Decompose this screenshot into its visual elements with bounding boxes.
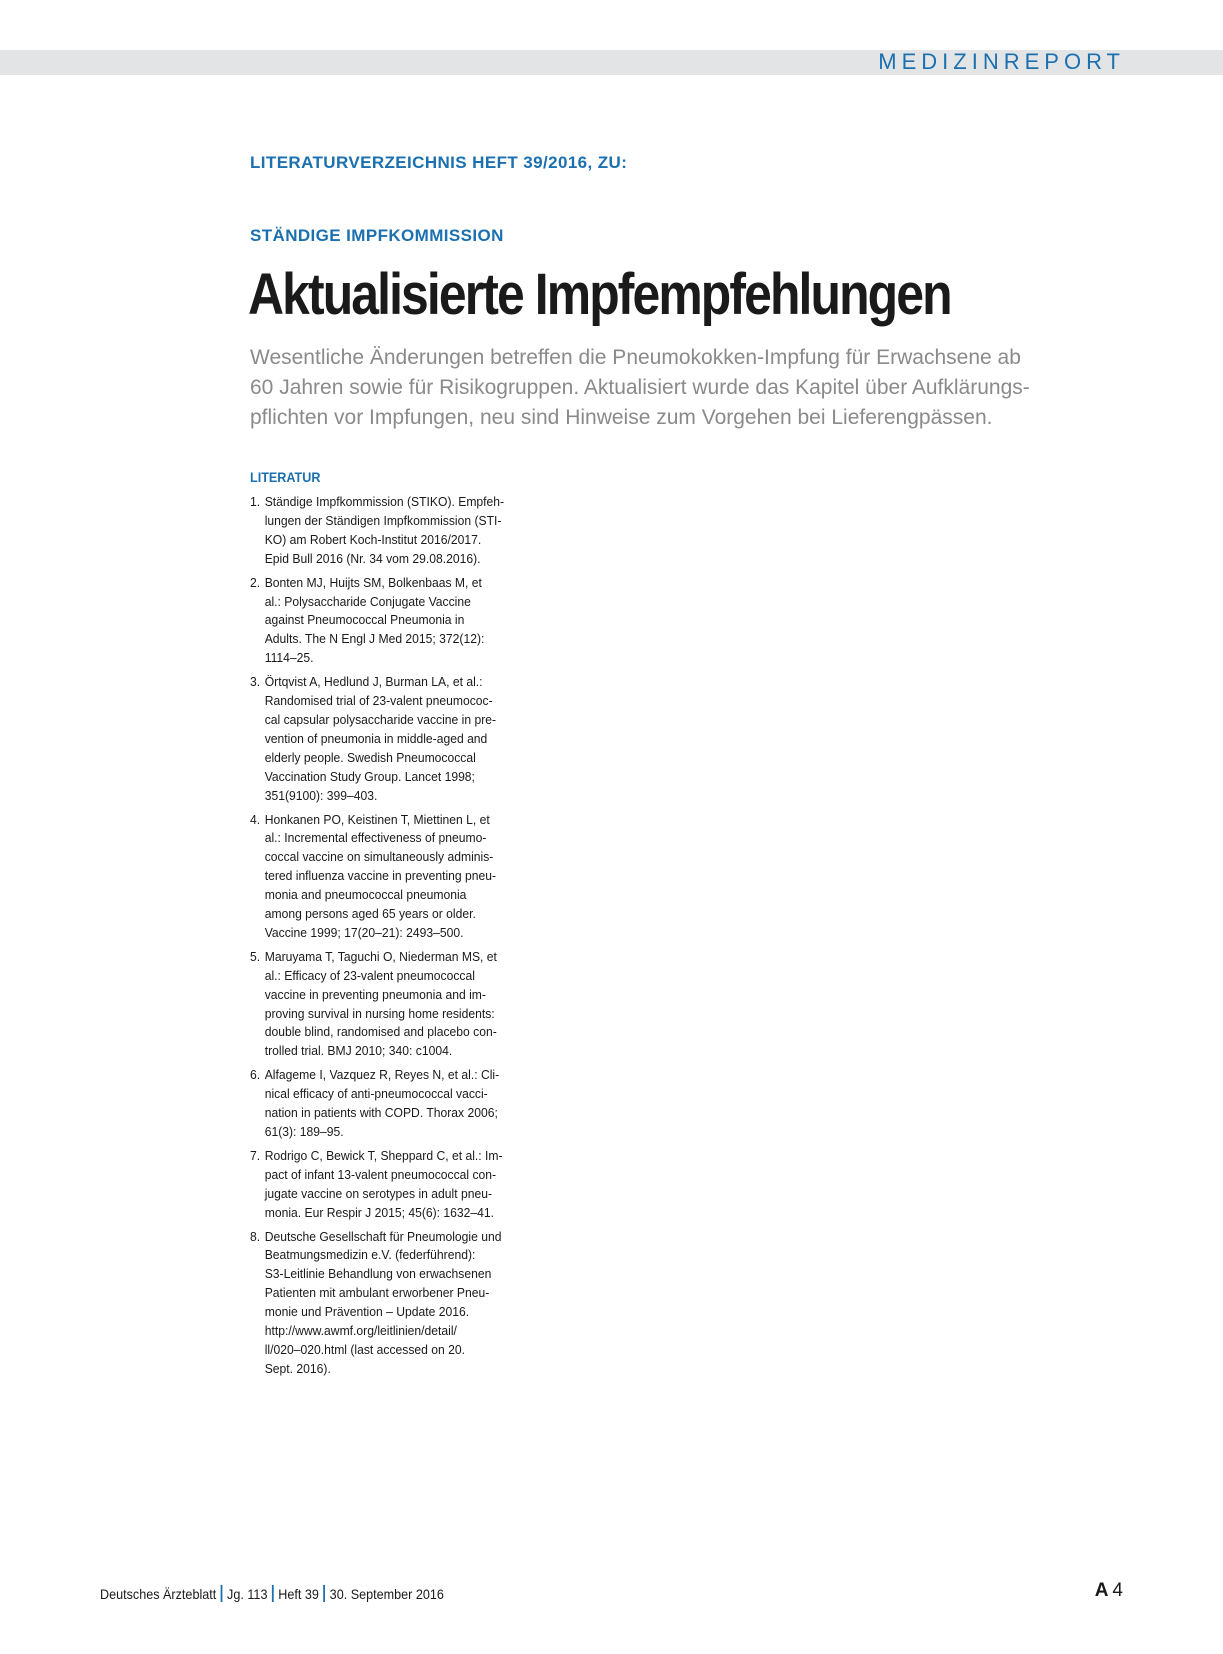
reference-line: al.: Polysaccharide Conjugate Vaccine [264, 593, 471, 609]
reference-line: jugate vaccine on serotypes in adult pneu- [264, 1185, 493, 1201]
reference-line: Honkanen PO, Keistinen T, Miettinen L, et [264, 811, 490, 827]
reference-line: nation in patients with COPD. Thorax 2006; [264, 1105, 498, 1121]
reference-line: al.: Efficacy of 23-valent pneumococcal [264, 967, 475, 983]
reference-number: 7. [250, 1147, 261, 1163]
reference-line: Örtqvist A, Hedlund J, Burman LA, et al.: [264, 674, 483, 690]
literature-heading: LITERATUR [250, 469, 321, 485]
reference-line: Alfageme I, Vazquez R, Reyes N, et al.: Cli- [264, 1067, 500, 1083]
reference-line: against Pneumococcal Pneumonia in [264, 612, 465, 628]
reference-item [250, 1228, 517, 1379]
reference-item [250, 1066, 517, 1142]
reference-line: S3-Leitlinie Behandlung von erwachsenen [264, 1266, 492, 1282]
reference-item [250, 673, 517, 805]
reference-line: pact of infant 13-valent pneumococcal con- [264, 1166, 497, 1182]
reference-number: 5. [250, 948, 261, 964]
reference-list [250, 493, 540, 1384]
journal-volume: Jg. 113 [227, 1586, 268, 1602]
reference-line: Ständige Impfkommission (STIKO). Empfeh- [264, 494, 505, 509]
article-lead [250, 343, 1150, 433]
reference-item [250, 811, 517, 943]
reference-line: Rodrigo C, Bewick T, Sheppard C, et al.: Im- [264, 1147, 503, 1163]
reference-line: lungen der Ständigen Impfkommission (STI- [264, 512, 502, 528]
reference-number: 8. [250, 1228, 261, 1244]
reference-line: trolled trial. BMJ 2010; 340: c1004. [264, 1043, 453, 1059]
journal-name: Deutsches Ärzteblatt [100, 1586, 217, 1602]
footer-separator [323, 1585, 325, 1602]
footer-separator [221, 1585, 223, 1602]
reference-item [250, 574, 517, 669]
page-number-value: 4 [1112, 1580, 1123, 1601]
reference-line: Beatmungsmedizin e.V. (federführend): [264, 1247, 476, 1263]
lead-line: Wesentliche Änderungen betreffen die Pneumokokken-Impfung für Erwachsene ab [250, 346, 1021, 369]
page-prefix: A [1094, 1580, 1109, 1601]
article-title: Aktualisierte Impfempfehlungen [248, 262, 951, 327]
reference-line: ll/020–020.html (last accessed on 20. [264, 1341, 466, 1357]
reference-line: Adults. The N Engl J Med 2015; 372(12): [264, 631, 485, 647]
reference-line: Vaccine 1999; 17(20–21): 2493–500. [264, 924, 464, 940]
reference-line: 61(3): 189–95. [264, 1124, 344, 1139]
reference-line: Deutsche Gesellschaft für Pneumologie und [264, 1228, 502, 1244]
reference-line: cal capsular polysaccharide vaccine in pre- [264, 711, 497, 727]
reference-line: al.: Incremental effectiveness of pneumo- [264, 830, 487, 846]
reference-number: 2. [250, 574, 261, 590]
reference-item [250, 493, 517, 569]
footer-separator [272, 1585, 274, 1602]
journal-date: 30. September 2016 [329, 1586, 444, 1602]
reference-number: 6. [250, 1067, 261, 1083]
reference-line: Vaccination Study Group. Lancet 1998; [264, 768, 475, 784]
footer-citation [100, 1585, 444, 1602]
reference-line: 351(9100): 399–403. [264, 787, 378, 803]
reference-line: Maruyama T, Taguchi O, Niederman MS, et [264, 948, 497, 964]
reference-line: double blind, randomised and placebo con- [264, 1024, 497, 1040]
reference-line: elderly people. Swedish Pneumococcal [264, 749, 476, 765]
reference-line: nical efficacy of anti-pneumococcal vacci- [264, 1086, 488, 1102]
lead-line: 60 Jahren sowie für Risikogruppen. Aktualisiert wurde das Kapitel über Aufklärungs- [250, 376, 1030, 399]
reference-line: monia and pneumococcal pneumonia [264, 887, 467, 903]
reference-line: Epid Bull 2016 (Nr. 34 vom 29.08.2016). [264, 550, 481, 566]
reference-line: http://www.awmf.org/leitlinien/detail/ [264, 1323, 457, 1339]
reference-number: 1. [250, 494, 261, 509]
reference-number: 4. [250, 811, 261, 827]
reference-line: monia. Eur Respir J 2015; 45(6): 1632–41. [264, 1204, 495, 1220]
literature-kicker: LITERATURVERZEICHNIS HEFT 39/2016, ZU: [250, 153, 628, 172]
reference-line: KO) am Robert Koch-Institut 2016/2017. [264, 531, 482, 547]
reference-line: tered influenza vaccine in preventing pneu- [264, 868, 497, 884]
reference-line: Randomised trial of 23-valent pneumococ- [264, 693, 493, 709]
reference-line: monie und Prävention – Update 2016. [264, 1304, 470, 1320]
reference-line: Sept. 2016). [264, 1360, 331, 1376]
reference-line: Patienten mit ambulant erworbener Pneu- [264, 1285, 490, 1301]
reference-line: vaccine in preventing pneumonia and im- [264, 986, 486, 1002]
reference-number: 3. [250, 674, 261, 690]
page-number [1095, 1580, 1123, 1602]
journal-issue: Heft 39 [278, 1586, 319, 1602]
reference-item [250, 948, 517, 1061]
reference-line: proving survival in nursing home residents: [264, 1005, 495, 1021]
reference-line: coccal vaccine on simultaneously adminis- [264, 849, 494, 865]
reference-item [250, 1147, 517, 1223]
reference-line: Bonten MJ, Huijts SM, Bolkenbaas M, et [264, 574, 482, 590]
reference-line: 1114–25. [264, 650, 314, 666]
topic-kicker: STÄNDIGE IMPFKOMMISSION [250, 226, 504, 245]
reference-line: vention of pneumonia in middle-aged and [264, 730, 488, 746]
lead-line: pflichten vor Impfungen, neu sind Hinweise zum Vorgehen bei Lieferengpässen. [250, 406, 993, 429]
section-label: MEDIZINREPORT [878, 49, 1125, 74]
reference-line: among persons aged 65 years or older. [264, 906, 476, 922]
